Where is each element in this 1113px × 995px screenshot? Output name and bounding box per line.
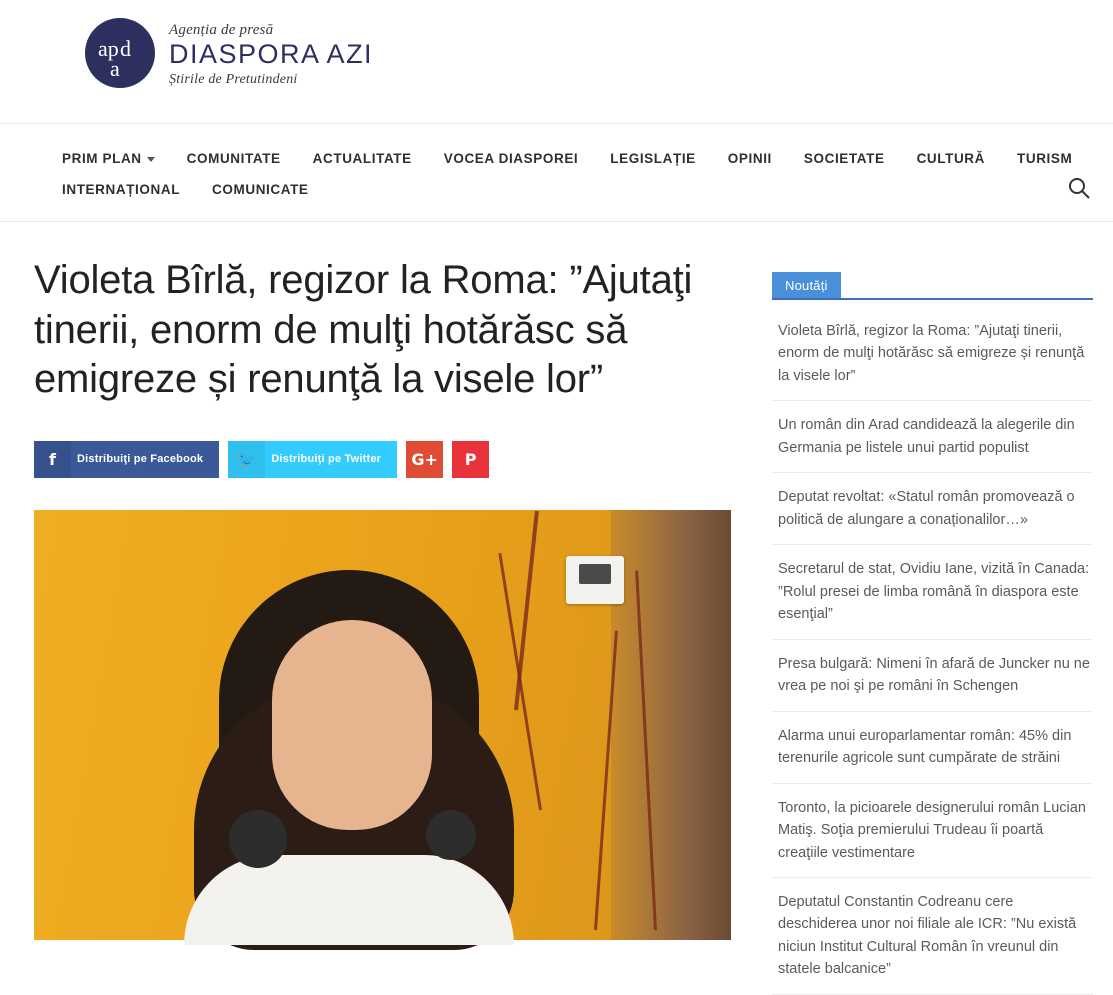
- facebook-icon: f: [34, 441, 71, 478]
- person-body: [184, 855, 514, 945]
- share-twitter-button[interactable]: [228, 441, 397, 478]
- image-wall-right: [611, 510, 731, 940]
- chevron-down-icon: [147, 157, 155, 162]
- logo-mark-icon: [85, 18, 155, 88]
- share-googleplus-button[interactable]: [406, 441, 443, 478]
- article-column: [0, 222, 752, 995]
- logo-tagline-bottom: Știrile de Pretutindeni: [169, 72, 298, 88]
- logo-letter-d: d: [120, 36, 131, 62]
- page-title: Violeta Bîrlă, regizor la Roma: ”Ajutaţi tinerii, enorm de mulţi hotărăsc să emigreze și renunţă la visele lor”: [34, 258, 693, 402]
- nav-item-vocea-diasporei[interactable]: VOCEA DIASPOREI: [443, 150, 579, 166]
- list-item[interactable]: Violeta Bîrlă, regizor la Roma: ”Ajutaţi tinerii, enorm de mulţi hotărăsc să emigreze și renunţă la visele lor”: [772, 314, 1093, 401]
- logo-tagline-top: Agenția de presă: [169, 22, 274, 38]
- nav-item-comunitate[interactable]: COMUNITATE: [186, 150, 281, 166]
- tab-noutati[interactable]: Noutăți: [772, 272, 841, 298]
- list-item[interactable]: Toronto, la picioarele designerului român Lucian Matiş. Soţia premierului Trudeau îi poartă creaţiile vestimentare: [772, 784, 1093, 878]
- nav-item-comunicate[interactable]: COMUNICATE: [212, 181, 309, 197]
- headphones-icon: [229, 810, 287, 868]
- site-header: [0, 0, 1113, 123]
- logo-letter-ap: ap: [98, 36, 119, 62]
- list-item[interactable]: Secretarul de stat, Ovidiu Iane, vizită în Canada: ”Rolul presei de limba română în diaspora este esenţial”: [772, 545, 1093, 639]
- light-switch-icon: [566, 556, 624, 604]
- nav-row-secondary: [46, 174, 1113, 205]
- list-item[interactable]: Un român din Arad candidează la alegerile din Germania pe listele unui partid populist: [772, 401, 1093, 473]
- share-twitter-label: Distribuiţi pe Twitter: [271, 453, 382, 466]
- logo-text-block: [169, 18, 373, 88]
- list-item[interactable]: Deputatul Constantin Codreanu cere deschiderea unor noi filiale ale ICR: ”Nu există niciun Institut Cultural Român în vreunul din statele balcanice”: [772, 878, 1093, 995]
- nav-item-legislatie[interactable]: LEGISLAȚIE: [610, 150, 696, 166]
- news-list: [772, 314, 1093, 995]
- nav-item-prim-plan[interactable]: [46, 143, 171, 174]
- logo-letter-a: a: [110, 56, 120, 82]
- nav-row-primary: [46, 124, 1113, 223]
- nav-item-cultura[interactable]: CULTURĂ: [916, 150, 985, 166]
- headphones-icon: [426, 810, 476, 860]
- nav-label: PRIM PLAN: [62, 150, 142, 166]
- nav-item-turism[interactable]: TURISM: [1017, 150, 1073, 166]
- google-plus-icon: G+: [411, 449, 438, 469]
- share-buttons: [34, 441, 722, 478]
- sidebar-header: [772, 272, 1093, 300]
- nav-item-societate[interactable]: SOCIETATE: [803, 150, 885, 166]
- share-facebook-button[interactable]: [34, 441, 219, 478]
- search-icon[interactable]: [1067, 176, 1091, 200]
- list-item[interactable]: Presa bulgară: Nimeni în afară de Juncker nu ne vrea pe noi şi pe români în Schengen: [772, 640, 1093, 712]
- page-content: [0, 222, 1113, 995]
- article-featured-image: [34, 510, 731, 940]
- share-pinterest-button[interactable]: [452, 441, 489, 478]
- nav-item-actualitate[interactable]: ACTUALITATE: [312, 150, 412, 166]
- nav-item-opinii[interactable]: OPINII: [727, 150, 772, 166]
- list-item[interactable]: Deputat revoltat: «Statul român promovează o politică de alungare a conaționalilor…»: [772, 473, 1093, 545]
- twitter-icon: 🐦: [228, 441, 265, 478]
- share-facebook-label: Distribuiţi pe Facebook: [77, 453, 204, 466]
- site-logo[interactable]: [85, 18, 1113, 88]
- pinterest-icon: P: [464, 449, 477, 469]
- logo-name: DIASPORA AZI: [169, 39, 374, 69]
- main-navigation: [0, 123, 1113, 222]
- nav-item-international[interactable]: INTERNAȚIONAL: [62, 181, 181, 197]
- list-item[interactable]: Alarma unui europarlamentar român: 45% din terenurile agricole sunt cumpărate de străini: [772, 712, 1093, 784]
- sidebar: [752, 222, 1113, 995]
- person-face: [272, 620, 432, 830]
